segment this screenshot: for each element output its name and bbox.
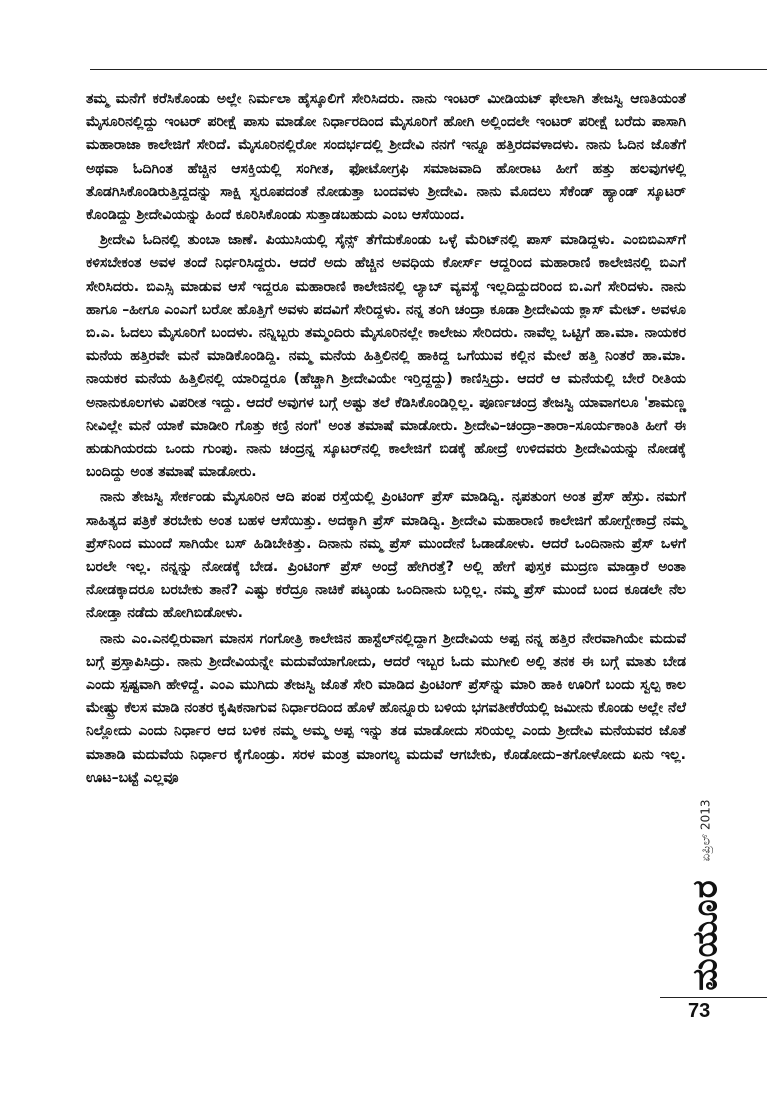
magazine-logo [688, 872, 724, 998]
issue-date-text: ಏಪ್ರಿಲ್ 2013 [698, 799, 713, 861]
magazine-sidebar [688, 790, 724, 998]
article-paragraph-1: ತಮ್ಮ ಮನೆಗೆ ಕರೆಸಿಕೊಂಡು ಅಲ್ಲೇ ನಿರ್ಮಲಾ ಹೈಸ್ಕೂಲಿಗೆ ಸೇರಿಸಿದರು. ನಾನು ಇಂಟರ್ ಮೀಡಿಯಟ್ ಫೇಲಾಗಿ ತೇಜಸ್ವಿ ಆಣತಿಯಂತೆ ಮೈಸೂರಿನಲ್ಲಿದ್ದು ಇಂಟರ್ ಪರೀಕ್ಷೆ ಪಾಸು ಮಾಡೋ ನಿರ್ಧಾರದಿಂದ ಮೈಸೂರಿಗೆ ಹೋಗಿ ಅಲ್ಲಿಂದಲೇ ಇಂಟರ್ ಪರೀಕ್ಷೆ ಬರೆದು ಪಾಸಾಗಿ ಮಹಾರಾಜಾ ಕಾಲೇಜಿಗೆ ಸೇರಿದೆ. ಮೈಸೂರಿನಲ್ಲಿರೋ ಸಂದರ್ಭದಲ್ಲಿ ಶ್ರೀದೇವಿ ನನಗೆ ಇನ್ನೂ ಹತ್ತಿರದವಳಾದಳು. ನಾನು ಓದಿನ ಜೊತೆಗೆ ಅಥವಾ ಓದಿಗಿಂತ ಹೆಚ್ಚಿನ ಆಸಕ್ತಿಯಲ್ಲಿ ಸಂಗೀತ, ಫೋಟೋಗ್ರಫಿ ಸಮಾಜವಾದಿ ಹೋರಾಟ ಹೀಗೆ ಹತ್ತು ಹಲವುಗಳಲ್ಲಿ ತೊಡಗಿಸಿಕೊಂಡಿರುತ್ತಿದ್ದದನ್ನು ಸಾಕ್ಷಿ ಸ್ವರೂಪದಂತೆ ನೋಡುತ್ತಾ ಬಂದವಳು ಶ್ರೀದೇವಿ. ನಾನು ಮೊದಲು ಸೆಕೆಂಡ್ ಹ್ಯಾಂಡ್ ಸ್ಕೂಟರ್ ಕೊಂಡಿದ್ದು ಶ್ರೀದೇವಿಯನ್ನು ಹಿಂದೆ ಕೂರಿಸಿಕೊಂಡು ಸುತ್ತಾಡಬಹುದು ಎಂಬ ಆಸೆಯಿಂದ. [86, 91, 686, 224]
footer-rule [660, 997, 767, 998]
header-rule [90, 69, 767, 70]
page-number: 73 [688, 1000, 711, 1022]
article-body [86, 88, 686, 792]
magazine-logo-text: ಮಯೂರ [686, 879, 726, 991]
article-paragraph-3: ನಾನು ತೇಜಸ್ವಿ ಸೇರ್ಕಂಡು ಮೈಸೂರಿನ ಆದಿ ಪಂಪ ರಸ್ತೆಯಲ್ಲಿ ಪ್ರಿಂಟಿಂಗ್ ಪ್ರೆಸ್ ಮಾಡಿದ್ವಿ. ನೃಪತುಂಗ ಅಂತ ಪ್ರೆಸ್ ಹೆಸ್ರು. ನಮಗೆ ಸಾಹಿತ್ಯದ ಪತ್ರಿಕೆ ತರಬೇಕು ಅಂತ ಬಹಳ ಆಸೆಯಿತ್ತು. ಅದಕ್ಕಾಗಿ ಪ್ರೆಸ್ ಮಾಡಿದ್ವಿ. ಶ್ರೀದೇವಿ ಮಹಾರಾಣಿ ಕಾಲೇಜಿಗೆ ಹೋಗ್ಬೇಕಾದ್ರೆ ನಮ್ಮ ಪ್ರೆಸ್‌ನಿಂದ ಮುಂದೆ ಸಾಗಿಯೇ ಬಸ್ ಹಿಡಿಬೇಕಿತ್ತು. ದಿನಾನು ನಮ್ಮ ಪ್ರೆಸ್ ಮುಂದೇನೆ ಓಡಾಡೋಳು. ಆದರೆ ಒಂದಿನಾನು ಪ್ರೆಸ್ ಒಳಗೆ ಬರಲೇ ಇಲ್ಲ. ನನ್ನನ್ನು ನೋಡಕ್ಕೆ ಬೇಡ. ಪ್ರಿಂಟಿಂಗ್ ಪ್ರೆಸ್ ಅಂದ್ರೆ ಹೇಗಿರತ್ತೆ? ಅಲ್ಲಿ ಹೇಗೆ ಪುಸ್ತಕ ಮುದ್ರಣ ಮಾಡ್ತಾರೆ ಅಂತಾ ನೋಡಕ್ಕಾದರೂ ಬರಬೇಕು ತಾನೆ? ಎಷ್ಟು ಕರೆದ್ರೂ ನಾಚಿಕೆ ಪಟ್ಕಂಡು ಒಂದಿನಾನು ಬರ್‍ಲಿಲ್ಲ. ನಮ್ಮ ಪ್ರೆಸ್ ಮುಂದೆ ಬಂದ ಕೂಡಲೇ ನೆಲ ನೋಡ್ತಾ ನಡೆದು ಹೋಗಿಬಿಡೋಳು. [86, 489, 686, 622]
article-paragraph-2: ಶ್ರೀದೇವಿ ಓದಿನಲ್ಲಿ ತುಂಬಾ ಜಾಣೆ. ಪಿಯುಸಿಯಲ್ಲಿ ಸೈನ್ಸ್ ತೆಗೆದುಕೊಂಡು ಒಳ್ಳೆ ಮೆರಿಟ್‌ನಲ್ಲಿ ಪಾಸ್ ಮಾಡಿದ್ದಳು. ಎಂಬಿಬಿಎಸ್‌ಗೆ ಕಳಿಸಬೇಕಂತ ಅವಳ ತಂದೆ ನಿರ್ಧರಿಸಿದ್ದರು. ಆದರೆ ಅದು ಹೆಚ್ಚಿನ ಅವಧಿಯ ಕೋರ್ಸ್ ಆದ್ದರಿಂದ ಮಹಾರಾಣಿ ಕಾಲೇಜಿನಲ್ಲಿ ಬಿಎಗೆ ಸೇರಿಸಿದರು. ಬಿಎಸ್ಸಿ ಮಾಡುವ ಆಸೆ ಇದ್ದರೂ ಮಹಾರಾಣಿ ಕಾಲೇಜಿನಲ್ಲಿ ಲ್ಯಾಬ್ ವ್ಯವಸ್ಥೆ ಇಲ್ಲದಿದ್ದುದರಿಂದ ಬಿ.ಎಗೆ ಸೇರಿದಳು. ನಾನು ಹಾಗೂ –ಹೀಗೂ ಎಂಎಗೆ ಬರೋ ಹೊತ್ತಿಗೆ ಅವಳು ಪದವಿಗೆ ಸೇರಿದ್ದಳು. ನನ್ನ ತಂಗಿ ಚಂದ್ರಾ ಕೂಡಾ ಶ್ರೀದೇವಿಯ ಕ್ಲಾಸ್ ಮೇಟ್. ಅವಳೂ ಬಿ.ಎ. ಓದಲು ಮೈಸೂರಿಗೆ ಬಂದಳು. ನನ್ನಿಬ್ಬರು ತಮ್ಮಂದಿರು ಮೈಸೂರಿನಲ್ಲೇ ಕಾಲೇಜು ಸೇರಿದರು. ನಾವೆಲ್ಲ ಒಟ್ಟಿಗೆ ಹಾ.ಮಾ. ನಾಯಕರ ಮನೆಯ ಹತ್ತಿರವೇ ಮನೆ ಮಾಡಿಕೊಂಡಿದ್ದಿ. ನಮ್ಮ ಮನೆಯ ಹಿತ್ತಿಲಿನಲ್ಲಿ ಹಾಕಿದ್ದ ಒಗೆಯುವ ಕಲ್ಲಿನ ಮೇಲೆ ಹತ್ತಿ ನಿಂತರೆ ಹಾ.ಮಾ. ನಾಯಕರ ಮನೆಯ ಹಿತ್ತಿಲಿನಲ್ಲಿ ಯಾರಿದ್ದರೂ (ಹೆಚ್ಚಾಗಿ ಶ್ರೀದೇವಿಯೇ ಇರ್‍ತಿದ್ದದ್ದು) ಕಾಣಿಸ್ತಿದ್ರು. ಆದರೆ ಆ ಮನೆಯಲ್ಲಿ ಬೇರೆ ರೀತಿಯ ಅನಾನುಕೂಲಗಳು ವಿಪರೀತ ಇದ್ದು. ಆದರೆ ಅವುಗಳ ಬಗ್ಗೆ ಅಷ್ಟು ತಲೆ ಕೆಡಿಸಿಕೊಂಡಿರ್‍ಲಿಲ್ಲ. ಪೂರ್ಣಚಂದ್ರ ತೇಜಸ್ವಿ ಯಾವಾಗಲೂ 'ಶಾಮಣ್ಣ ನೀವಿಲ್ಲೇ ಮನೆ ಯಾಕೆ ಮಾಡೀರಿ ಗೊತ್ತು ಕಣ್ರಿ ನಂಗೆ' ಅಂತ ತಮಾಷೆ ಮಾಡೋರು. ಶ್ರೀದೇವಿ–ಚಂದ್ರಾ–ತಾರಾ–ಸೂರ್ಯಕಾಂತಿ ಹೀಗೆ ಈ ಹುಡುಗಿಯರದು ಒಂದು ಗುಂಪು. ನಾನು ಚಂದ್ರನ್ನ ಸ್ಕೂಟರ್‌ನಲ್ಲಿ ಕಾಲೇಜಿಗೆ ಬಿಡಕ್ಕೆ ಹೋದ್ರೆ ಉಳಿದವರು ಶ್ರೀದೇವಿಯನ್ನು ನೋಡಕ್ಕೆ ಬಂದಿದ್ದು ಅಂತ ತಮಾಷೆ ಮಾಡೋರು. [86, 232, 686, 481]
issue-date [688, 790, 724, 870]
article-paragraph-4: ನಾನು ಎಂ.ಎನಲ್ಲಿರುವಾಗ ಮಾನಸ ಗಂಗೋತ್ರಿ ಕಾಲೇಜಿನ ಹಾಸ್ಟೆಲ್‌ನಲ್ಲಿದ್ದಾಗ ಶ್ರೀದೇವಿಯ ಅಪ್ಪ ನನ್ನ ಹತ್ತಿರ ನೇರವಾಗಿಯೇ ಮದುವೆ ಬಗ್ಗೆ ಪ್ರಸ್ತಾಪಿಸಿದ್ರು. ನಾನು ಶ್ರೀದೇವಿಯನ್ನೇ ಮದುವೆಯಾಗೋದು, ಆದರೆ ಇಬ್ಬರ ಓದು ಮುಗೀಲಿ ಅಲ್ಲಿ ತನಕ ಈ ಬಗ್ಗೆ ಮಾತು ಬೇಡ ಎಂದು ಸ್ಪಷ್ಟವಾಗಿ ಹೇಳಿದ್ದೆ. ಎಂಎ ಮುಗಿದು ತೇಜಸ್ವಿ ಜೊತೆ ಸೇರಿ ಮಾಡಿದ ಪ್ರಿಂಟಿಂಗ್ ಪ್ರೆಸ್‌ನ್ನು ಮಾರಿ ಹಾಕಿ ಊರಿಗೆ ಬಂದು ಸ್ವಲ್ಪ ಕಾಲ ಮೇಷ್ಟ್ರು ಕೆಲಸ ಮಾಡಿ ನಂತರ ಕೃಷಿಕನಾಗುವ ನಿರ್ಧಾರದಿಂದ ಹೊಳೆ ಹೊನ್ನೂರು ಬಳಿಯ ಭಗವತೀಕೆರೆಯಲ್ಲಿ ಜಮೀನು ಕೊಂಡು ಅಲ್ಲೇ ನೆಲೆ ನಿಲ್ಲೋದು ಎಂದು ನಿರ್ಧಾರ ಆದ ಬಳಿಕ ನಮ್ಮ ಅಮ್ಮ ಅಪ್ಪ ಇನ್ನು ತಡ ಮಾಡೋದು ಸರಿಯಲ್ಲ ಎಂದು ಶ್ರೀದೇವಿ ಮನೆಯವರ ಜೊತೆ ಮಾತಾಡಿ ಮದುವೆಯ ನಿರ್ಧಾರ ಕೈಗೊಂಡ್ರು. ಸರಳ ಮಂತ್ರ ಮಾಂಗಲ್ಯ ಮದುವೆ ಆಗಬೇಕು, ಕೊಡೋದು–ತಗೋಳೋದು ಏನು ಇಲ್ಲ. ಊಟ–ಬಟ್ಟೆ ಎಲ್ಲವೂ [86, 630, 686, 786]
